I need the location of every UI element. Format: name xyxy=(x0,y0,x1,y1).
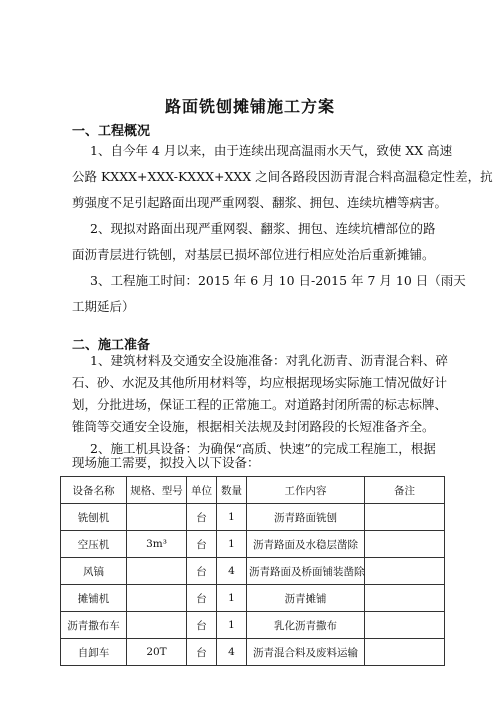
cell-work: 沥青混合料及废料运输 xyxy=(247,639,365,666)
cell-spec xyxy=(127,585,187,612)
document-title: 路面铣刨摊铺施工方案 xyxy=(164,97,335,116)
col-header-work: 工作内容 xyxy=(247,477,365,504)
overview-line-4: 2、现拟对路面出现严重网裂、翻浆、拥包、连续坑槽部位的路 xyxy=(90,221,436,236)
cell-name: 摊铺机 xyxy=(61,585,127,612)
overview-line-7: 工期延后） xyxy=(72,299,135,314)
cell-name: 风镐 xyxy=(61,558,127,585)
cell-spec xyxy=(127,504,187,531)
table-row xyxy=(61,558,445,585)
cell-unit: 台 xyxy=(187,531,217,558)
col-header-remark: 备注 xyxy=(365,477,445,504)
table-row xyxy=(61,612,445,639)
cell-spec xyxy=(127,612,187,639)
cell-spec: 3m³ xyxy=(127,531,187,558)
table-header-row xyxy=(61,477,445,504)
overview-line-6: 3、工程施工时间：2015 年 6 月 10 日-2015 年 7 月 10 日（雨天 xyxy=(90,273,466,288)
cell-unit: 台 xyxy=(187,639,217,666)
cell-spec xyxy=(127,558,187,585)
col-header-name: 设备名称 xyxy=(61,477,127,504)
cell-name: 铣刨机 xyxy=(61,504,127,531)
prep-line-5b: 2、施工机具设备：为确保“高质、快速”的完成工程施工，根据 xyxy=(90,441,436,456)
cell-qty: 4 xyxy=(217,558,247,585)
cell-qty: 1 xyxy=(217,531,247,558)
prep-line-6: 现场施工需要，拟投入以下设备： xyxy=(72,455,260,470)
section-heading-overview: 一、工程概况 xyxy=(72,124,151,139)
table-row xyxy=(61,531,445,558)
cell-remark xyxy=(365,558,445,585)
prep-line-3: 划，分批进场，保证工程的正常施工。对道路封闭所需的标志标牌、 xyxy=(72,397,448,412)
cell-work: 沥青路面及桥面铺装凿除 xyxy=(247,558,365,585)
table-row xyxy=(61,585,445,612)
cell-qty: 4 xyxy=(217,639,247,666)
cell-remark xyxy=(365,585,445,612)
cell-qty: 1 xyxy=(217,585,247,612)
cell-spec: 20T xyxy=(127,639,187,666)
prep-line-2: 石、砂、水泥及其他所用材料等，均应根据现场实际施工情况做好计 xyxy=(72,375,448,390)
cell-name: 空压机 xyxy=(61,531,127,558)
cell-unit: 台 xyxy=(187,504,217,531)
cell-remark xyxy=(365,612,445,639)
cell-name: 自卸车 xyxy=(61,639,127,666)
cell-work: 沥青摊铺 xyxy=(247,585,365,612)
cell-work: 沥青路面铣刨 xyxy=(247,504,365,531)
equipment-table xyxy=(60,476,445,666)
col-header-unit: 单位 xyxy=(187,477,217,504)
overview-line-3: 剪强度不足引起路面出现严重网裂、翻浆、拥包、连续坑槽等病害。 xyxy=(72,195,448,210)
overview-line-1: 1、自今年 4 月以来，由于连续出现高温雨水天气，致使 XX 高速 xyxy=(90,143,453,158)
cell-qty: 1 xyxy=(217,504,247,531)
cell-remark xyxy=(365,504,445,531)
cell-unit: 台 xyxy=(187,558,217,585)
prep-line-4: 锥筒等交通安全设施，根据相关法规及封闭路段的长短准备齐全。 xyxy=(72,419,435,434)
cell-work: 乳化沥青撒布 xyxy=(247,612,365,639)
overview-line-5: 面沥青层进行铣刨，对基层已损坏部位进行相应处治后重新摊铺。 xyxy=(72,247,435,262)
cell-work: 沥青路面及水稳层凿除 xyxy=(247,531,365,558)
table-row xyxy=(61,639,445,666)
table-row xyxy=(61,504,445,531)
cell-unit: 台 xyxy=(187,585,217,612)
col-header-qty: 数量 xyxy=(217,477,247,504)
cell-qty: 1 xyxy=(217,612,247,639)
cell-name: 沥青撒布车 xyxy=(61,612,127,639)
cell-remark xyxy=(365,531,445,558)
col-header-spec: 规格、型号 xyxy=(127,477,187,504)
prep-line-1: 1、建筑材料及交通安全设施准备：对乳化沥青、沥青混合料、碎 xyxy=(90,353,448,368)
cell-unit: 台 xyxy=(187,612,217,639)
overview-line-2: 公路 KXXX+XXX-KXXX+XXX 之间各路段因沥青混合料高温稳定性差，抗 xyxy=(72,169,493,184)
cell-remark xyxy=(365,639,445,666)
section-heading-preparation: 二、施工准备 xyxy=(72,338,151,353)
